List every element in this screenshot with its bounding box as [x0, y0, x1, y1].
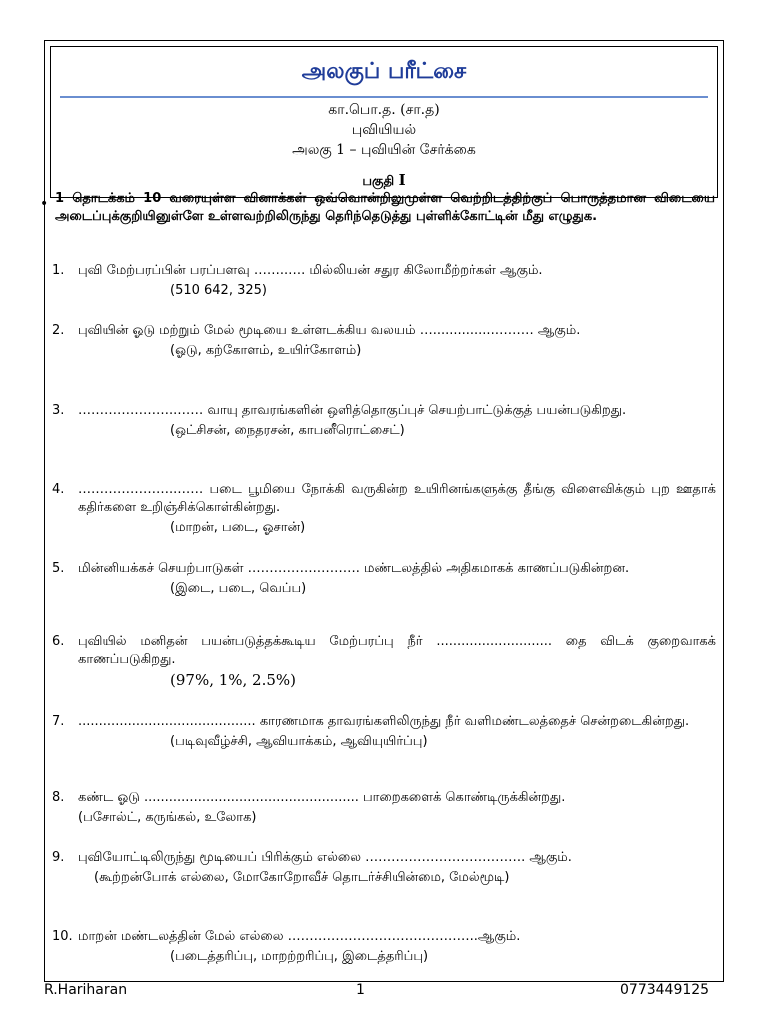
- question-options: (இடை, படை, வெப்ப): [170, 581, 307, 596]
- exam-level: கா.பொ.த. (சா.த): [328, 102, 440, 118]
- unit-title: அலகு 1 – புவியின் சேர்க்கை: [292, 142, 476, 158]
- question-1: [52, 262, 716, 300]
- question-number: 7.: [52, 714, 65, 729]
- question-options: (97%, 1%, 2.5%): [170, 671, 297, 689]
- question-text: …………………..…… வாயு தாவரங்களின் ஒளித்தொகுப்புச் செயற்பாட்டுக்குத் பயன்படுகிறது.: [78, 403, 627, 418]
- section-heading: [45, 171, 723, 190]
- question-text: புவி மேற்பரப்பின் பரப்பளவு ……..…. மில்லியன் சதுர கிலோமீற்றர்கள் ஆகும்.: [78, 263, 543, 278]
- question-text: மாறன் மண்டலத்தின் மேல் எல்லை ……………………………………..ஆகும்.: [78, 929, 521, 944]
- question-options: (510 642, 325): [170, 283, 267, 298]
- question-number: 9.: [52, 850, 65, 865]
- question-options: (ஓடு, கற்கோளம், உயிர்கோளம்): [170, 343, 362, 358]
- question-2: [52, 322, 716, 360]
- question-number: 2.: [52, 323, 65, 338]
- question-number: 1.: [52, 263, 65, 278]
- question-10: [52, 928, 716, 966]
- section-label: பகுதி: [362, 174, 395, 189]
- question-options: (கூற்றன்போக் எல்லை, மோகோறோவீச் தொடர்ச்சியின்மை, மேல்மூடி): [94, 870, 510, 885]
- question-text: புவியின் ஓடு மற்றும் மேல் மூடியை உள்ளடக்கிய வலயம் …...............……… ஆகும்.: [78, 323, 581, 338]
- question-options: (படைத்தரிப்பு, மாறற்றரிப்பு, இடைத்தரிப்பு): [170, 949, 429, 964]
- question-text: புவியில் மனிதன் பயன்படுத்தக்கூடிய மேற்பரப்பு நீர் ............................ தை விடக் குறைவாகக் காணப்படுகிறது.: [78, 634, 716, 667]
- question-text: கண்ட ஓடு .................................................... பாறைகளைக் கொண்டிருக்கின்றது.: [78, 790, 566, 805]
- subject-name: புவியியல்: [351, 122, 417, 138]
- question-8: [52, 789, 716, 827]
- question-options: (மாறன், படை, ஓசான்): [170, 520, 306, 535]
- title-divider: [60, 96, 708, 98]
- page-title: அலகுப் பரீட்சை: [301, 59, 467, 84]
- question-number: 4.: [52, 482, 65, 497]
- question-text: மின்னியக்கச் செயற்பாடுகள் …………….………. மண்டலத்தில் அதிகமாகக் காணப்படுகின்றன.: [78, 561, 630, 576]
- question-7: [52, 713, 716, 751]
- question-number: 6.: [52, 634, 65, 649]
- bullet-icon: •: [40, 196, 49, 212]
- question-9: [52, 849, 716, 887]
- question-text: ........................................... காரணமாக தாவரங்களிலிருந்து நீர் வளிமண்டலத்தைச் சென்றடைகின்றது.: [78, 714, 690, 729]
- question-number: 10.: [52, 929, 73, 944]
- question-text: புவியோட்டிலிருந்து மூடியைப் பிரிக்கும் எல்லை ………………………………. ஆகும்.: [78, 850, 572, 865]
- question-3: [52, 402, 716, 440]
- question-number: 3.: [52, 403, 65, 418]
- question-number: 5.: [52, 561, 65, 576]
- question-5: [52, 560, 716, 598]
- question-options: (படிவுவீழ்ச்சி, ஆவியாக்கம், ஆவியுயிர்ப்பு): [170, 734, 428, 749]
- question-6: [52, 633, 716, 689]
- footer-author: R.Hariharan: [44, 982, 128, 998]
- question-number: 8.: [52, 790, 65, 805]
- question-4: [52, 481, 716, 537]
- instructions: 1 தொடக்கம் 10 வரையுள்ள வினாக்கள் ஒவ்வொன்றிலுமுள்ள வெற்றிடத்திற்குப் பொருத்தமான விடையை அடைப்புக்குறியினுள்ளே உள்ளவற்றிலிருந்து தெரிந்தெடுத்து புள்ளிக்கோட்டின் மீது எழுதுக.: [55, 191, 715, 224]
- section-number: I: [398, 171, 406, 189]
- footer-phone: 0773449125: [620, 982, 710, 998]
- question-options: (பசோல்ட், கருங்கல், உலோக): [78, 810, 257, 825]
- question-text: …………………..…… படை பூமியை நோக்கி வருகின்ற உயிரினங்களுக்கு தீங்கு விளைவிக்கும் புற ஊதாக் கதிர்களை உறிஞ்சிக்கொள்கின்றது.: [78, 482, 716, 515]
- footer-page-number: 1: [356, 982, 365, 998]
- question-options: (ஒட்சிசன், நைதரசன், காபனீரொட்சைட்): [170, 423, 405, 438]
